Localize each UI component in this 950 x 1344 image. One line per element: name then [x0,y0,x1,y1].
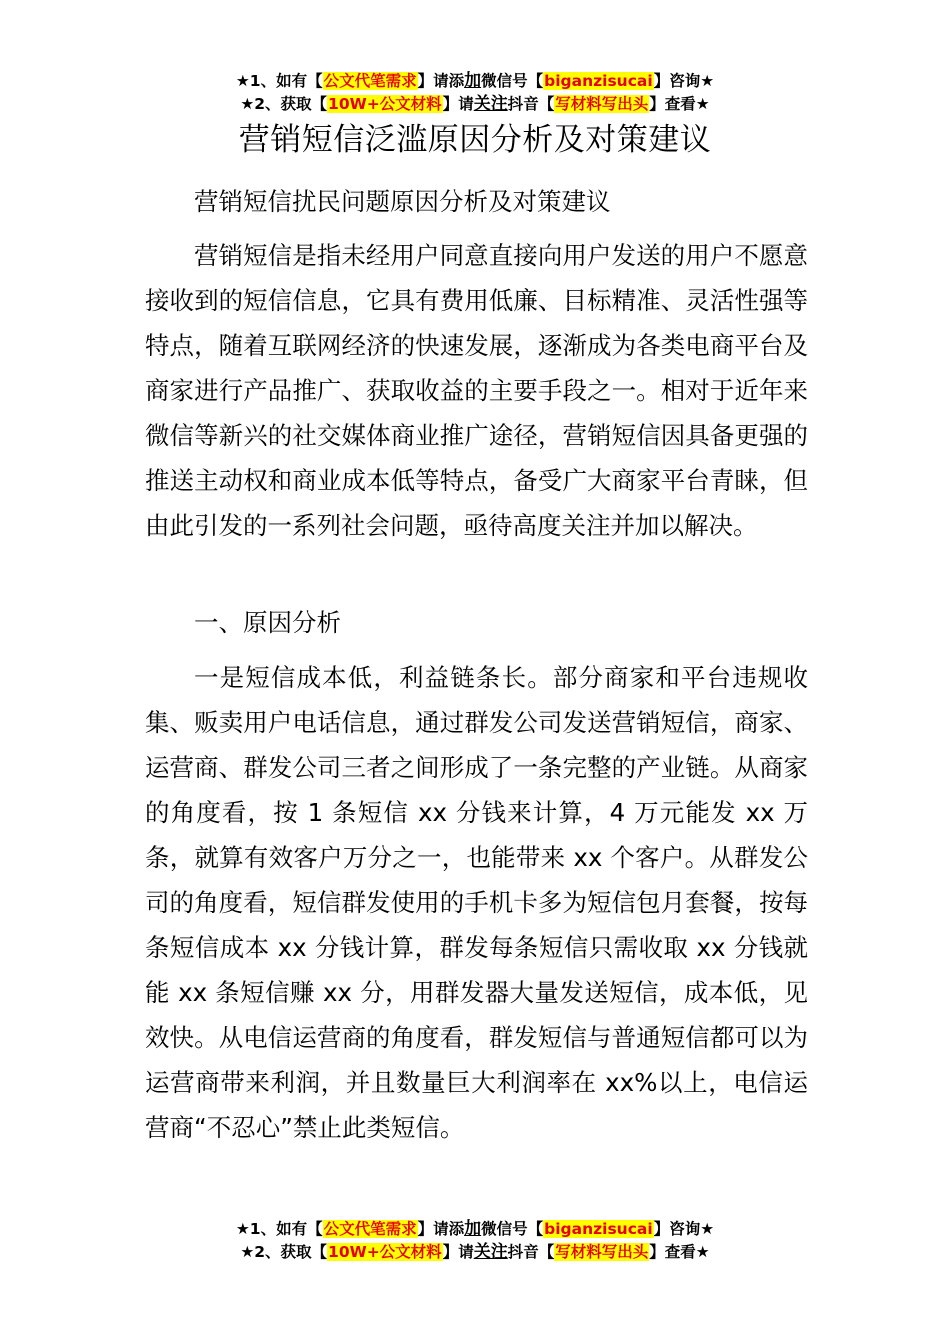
footer-banner-line1: ★1、如有【公文代笔需求】请添加微信号【biganzisucai】咨询★ [235,1219,715,1239]
materials-highlight: 10W+公文材料 [328,95,442,113]
ghostwriting-highlight: 公文代笔需求 [323,72,417,90]
wechat-id-highlight: biganzisucai [544,72,653,90]
header-banner [0,70,950,116]
ghostwriting-highlight: 公文代笔需求 [323,1220,417,1238]
document-subtitle: 营销短信扰民问题原因分析及对策建议 [194,187,611,216]
douyin-highlight: 写材料写出头 [555,1243,649,1261]
header-banner-line2: ★2、获取【10W+公文材料】请关注抖音【写材料写出头】查看★ [240,94,710,114]
section-heading-cause-analysis: 一、原因分析 [194,608,341,637]
douyin-highlight: 写材料写出头 [555,95,649,113]
footer-banner-line2: ★2、获取【10W+公文材料】请关注抖音【写材料写出头】查看★ [240,1242,710,1262]
document-title: 营销短信泛滥原因分析及对策建议 [238,122,712,158]
footer-banner [0,1218,950,1264]
header-banner-line1: ★1、如有【公文代笔需求】请添加微信号【biganzisucai】咨询★ [235,71,715,91]
paragraph-intro: 营销短信是指未经用户同意直接向用户发送的用户不愿意接收到的短信信息，它具有费用低廉、目标精准、灵活性强等特点，随着互联网经济的快速发展，逐渐成为各类电商平台及商家进行产品推广、获取收益的主要手段之一。相对于近年来微信等新兴的社交媒体商业推广途径，营销短信因具备更强的推送主动权和商业成本低等特点，备受广大商家平台青睐，但由此引发的一系列社会问题，亟待高度关注并加以解决。 [145,241,808,540]
paragraph-cause-one: 一是短信成本低，利益链条长。部分商家和平台违规收集、贩卖用户电话信息，通过群发公司发送营销短信，商家、运营商、群发公司三者之间形成了一条完整的产业链。从商家的角度看，按 1 条短信 xx 分钱来计算，4 万元能发 xx 万条，就算有效客户万分之一，也能带来 xx 个客户。从群发公司的角度看，短信群发使用的手机卡多为短信包月套餐，按每条短信成本 xx 分钱计算，群发每条短信只需收取 xx 分钱就能 xx 条短信赚 xx 分，用群发器大量发送短信，成本低，见效快。从电信运营商的角度看，群发短信与普通短信都可以为运营商带来利润，并且数量巨大利润率在 xx%以上，电信运营商“不忍心”禁止此类短信。 [145,663,808,1142]
materials-highlight: 10W+公文材料 [328,1243,442,1261]
wechat-id-highlight: biganzisucai [544,1220,653,1238]
